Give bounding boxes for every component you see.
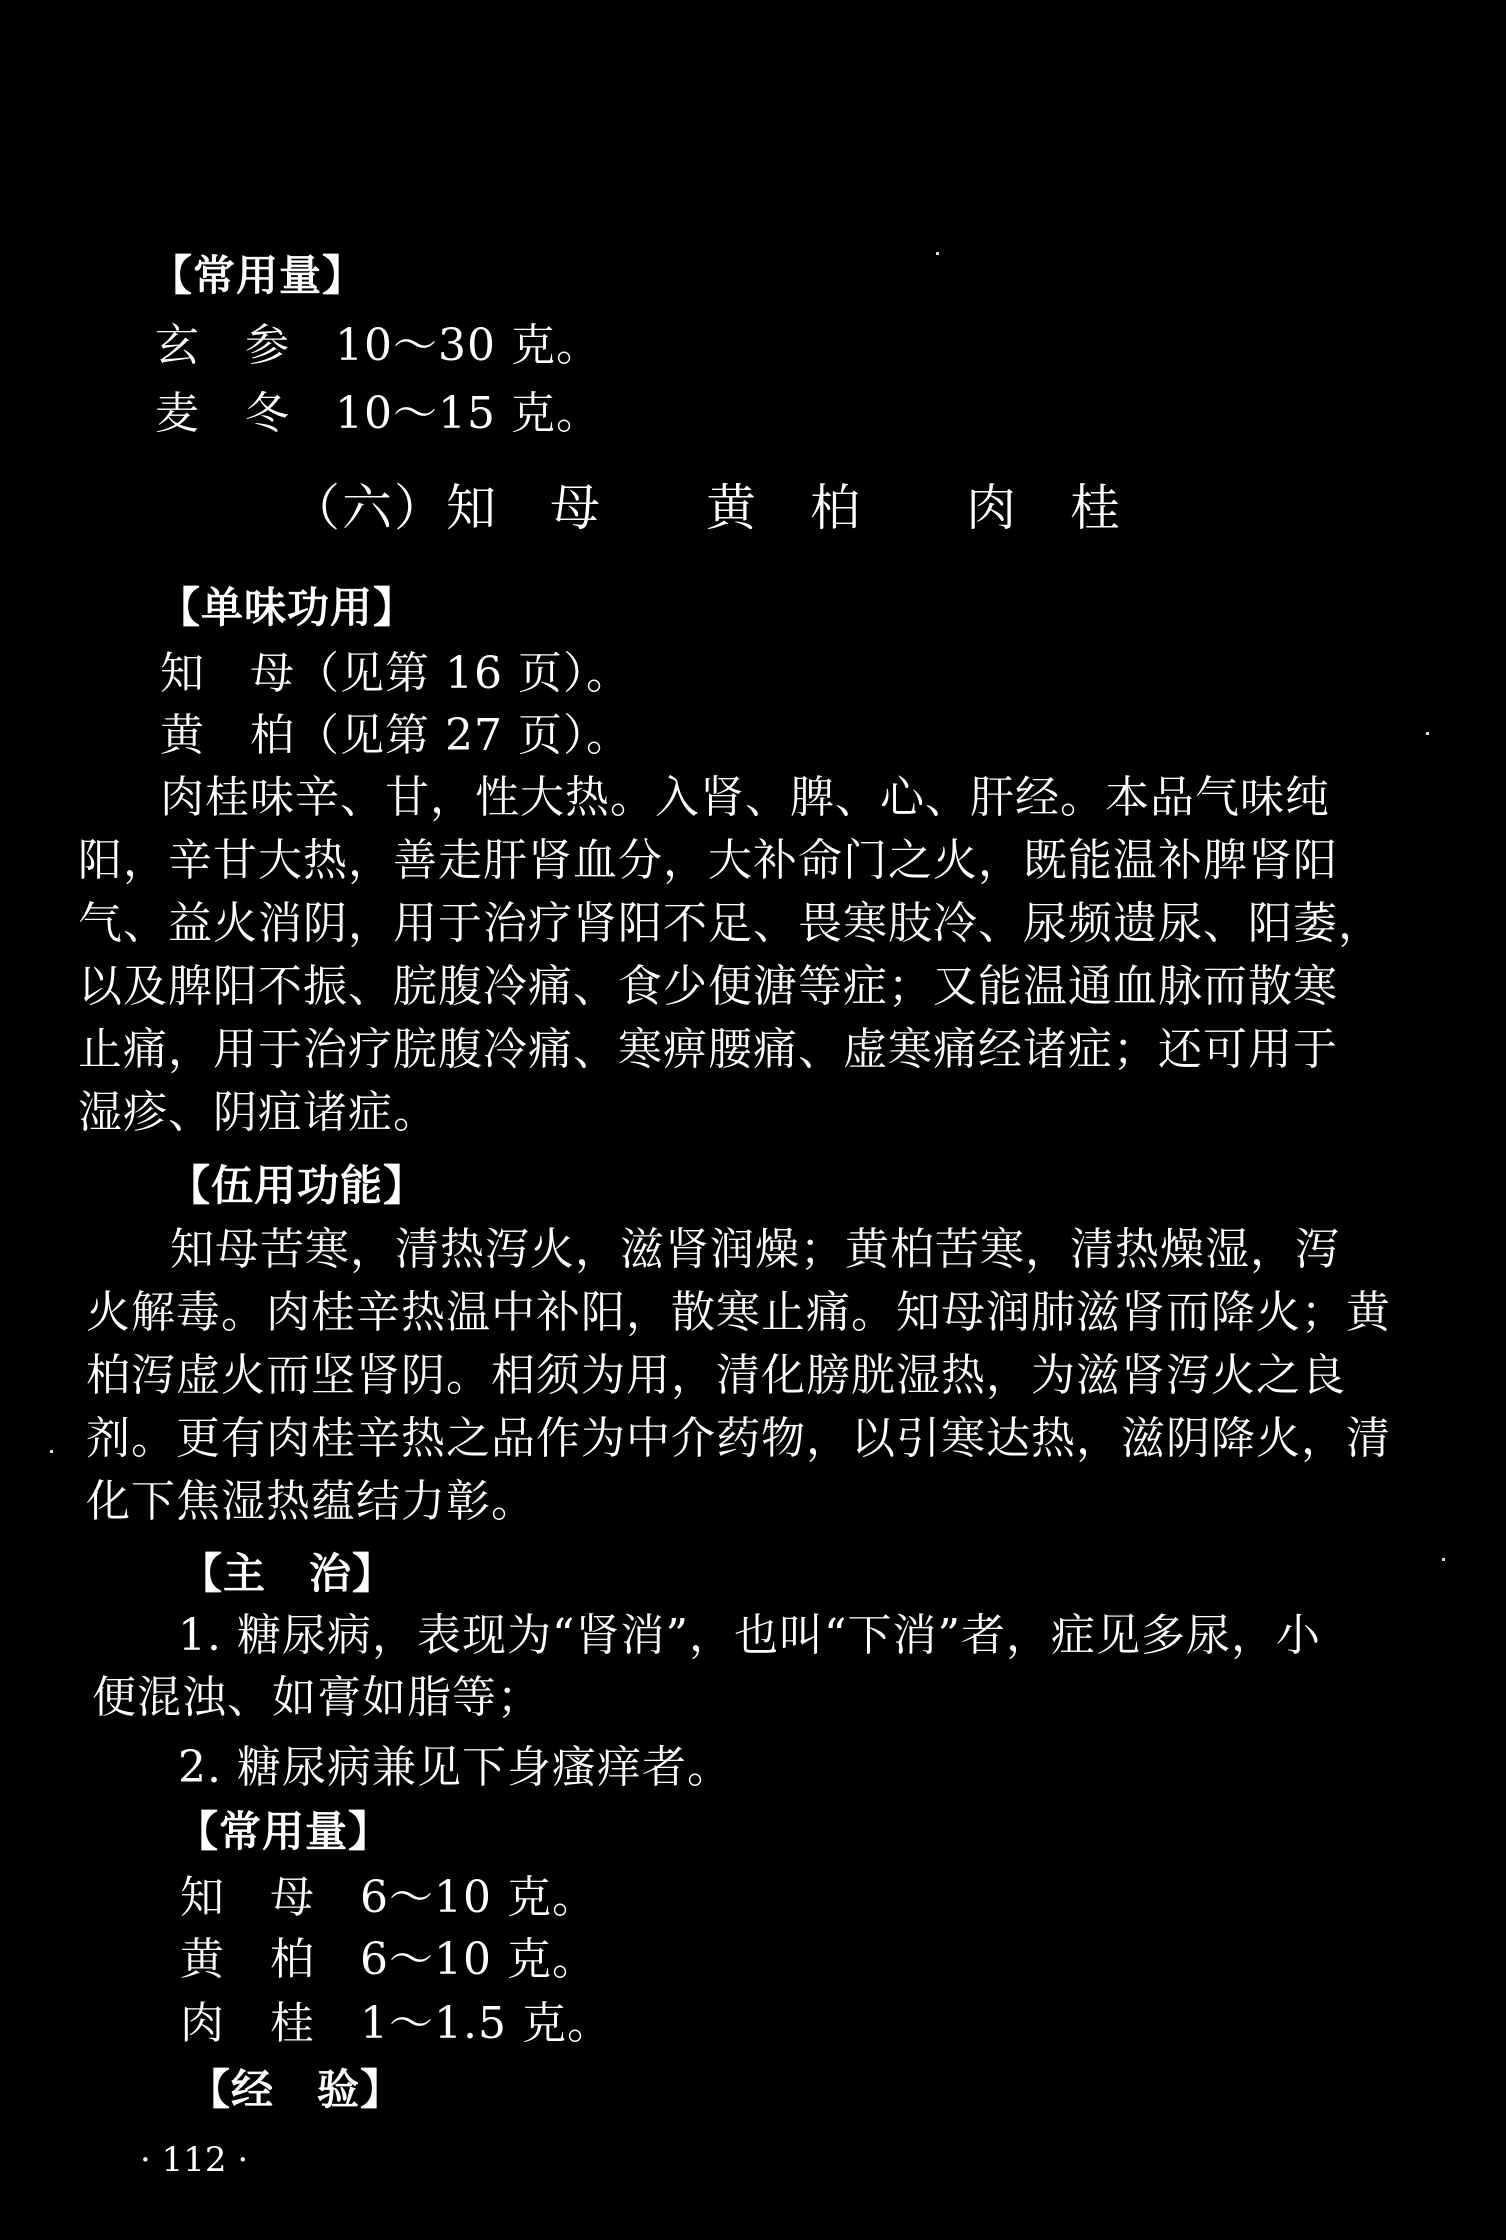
paragraph-line: 知母苦寒，清热泻火，滋肾润燥；黄柏苦寒，清热燥湿，泻 xyxy=(170,1224,1340,1275)
scan-speck xyxy=(50,1450,53,1453)
indications-heading: 【主 治】 xyxy=(180,1549,396,1598)
paragraph-line: 湿疹、阴疽诸症。 xyxy=(78,1087,438,1138)
scan-speck xyxy=(1442,1558,1445,1561)
paragraph-line: 气、益火消阴，用于治疗肾阳不足、畏寒肢冷、尿频遗尿、阳萎， xyxy=(78,898,1383,949)
indication-line: 1. 糖尿病，表现为“肾消”，也叫“下消”者，症见多尿，小 xyxy=(178,1610,1321,1661)
experience-heading: 【经 验】 xyxy=(188,2065,404,2114)
indication-line: 便混浊、如膏如脂等； xyxy=(92,1672,542,1723)
paragraph-line: 止痛，用于治疗脘腹冷痛、寒痹腰痛、虚寒痛经诸症；还可用于 xyxy=(78,1024,1338,1075)
dosage-line: 肉 桂 1～1.5 克。 xyxy=(180,1998,612,2049)
paragraph-line: 剂。更有肉桂辛热之品作为中介药物，以引寒达热，滋阴降火，清 xyxy=(86,1413,1391,1464)
paragraph-line: 阳，辛甘大热，善走肝肾血分，大补命门之火，既能温补脾肾阳 xyxy=(78,835,1338,886)
single-function-heading: 【单味功用】 xyxy=(158,583,417,632)
dosage-heading-2: 【常用量】 xyxy=(176,1807,392,1856)
paragraph-line: 以及脾阳不振、脘腹冷痛、食少便溏等症；又能温通血脉而散寒 xyxy=(78,961,1338,1012)
paragraph-line: 火解毒。肉桂辛热温中补阳，散寒止痛。知母润肺滋肾而降火；黄 xyxy=(86,1287,1391,1338)
paragraph-line: 化下焦湿热蕴结力彰。 xyxy=(86,1476,536,1527)
herb-reference-line: 黄 柏（见第 27 页）。 xyxy=(160,710,631,761)
section-title: （六）知 母 黄 柏 肉 桂 xyxy=(290,479,1122,537)
paragraph-line: 肉桂味辛、甘，性大热。入肾、脾、心、肝经。本品气味纯 xyxy=(160,772,1330,823)
page-number: · 112 · xyxy=(140,2140,249,2180)
indication-line: 2. 糖尿病兼见下身瘙痒者。 xyxy=(178,1742,732,1793)
dosage-line: 麦 冬 10～15 克。 xyxy=(155,388,601,439)
scan-speck xyxy=(936,252,939,255)
herb-reference-line: 知 母（见第 16 页）。 xyxy=(160,648,631,699)
dosage-line: 玄 参 10～30 克。 xyxy=(155,320,601,371)
dosage-line: 知 母 6～10 克。 xyxy=(180,1872,597,1923)
dosage-heading-1: 【常用量】 xyxy=(150,251,366,300)
scan-speck xyxy=(1426,732,1429,735)
paragraph-line: 柏泻虚火而坚肾阴。相须为用，清化膀胱湿热，为滋肾泻火之良 xyxy=(86,1350,1346,1401)
combined-function-heading: 【伍用功能】 xyxy=(168,1161,427,1210)
dosage-line: 黄 柏 6～10 克。 xyxy=(180,1934,597,1985)
